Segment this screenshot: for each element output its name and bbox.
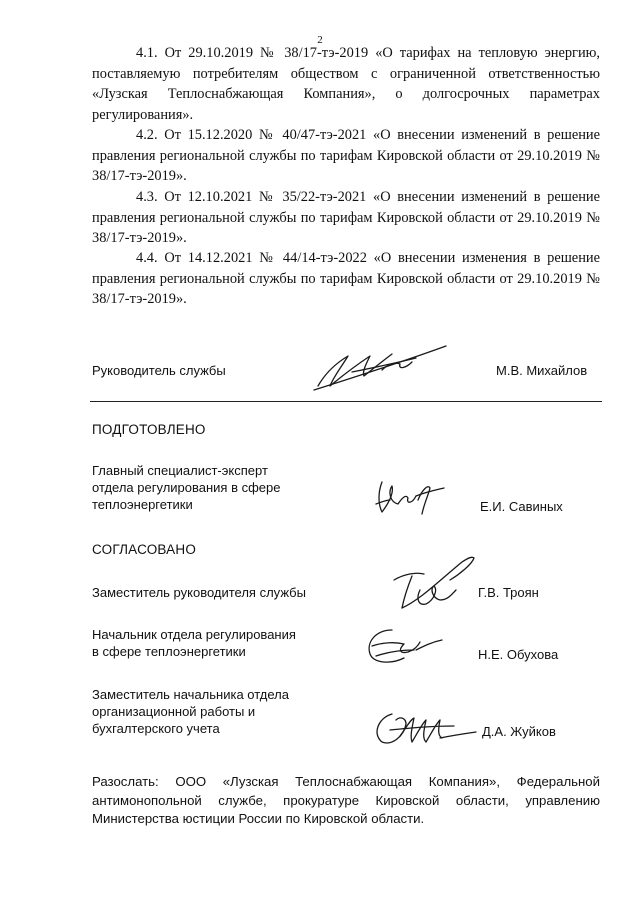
signature-agreed-3 bbox=[370, 706, 480, 750]
item-4-1: 4.1. От 29.10.2019 № 38/17-тэ-2019 «О тарифах на тепловую энергию, поставляемую потребителям обществом с ограниченной ответственностью «Лузская Теплоснабжающая Компания», о долгосрочных параметрах регулирования». bbox=[92, 45, 600, 123]
signature-head bbox=[312, 342, 452, 394]
prepared-position: Главный специалист-эксперт отдела регулирования в сфере теплоэнергетики bbox=[92, 463, 281, 512]
agreed-header: СОГЛАСОВАНО bbox=[92, 542, 197, 557]
signature-agreed-2 bbox=[362, 620, 446, 668]
separator-line bbox=[90, 401, 602, 402]
distribution-list: Разослать: ООО «Лузская Теплоснабжающая Компания», Федеральной антимонопольной службе, прокуратуре Кировской области, управлению Министерства юстиции России по Кировской области. bbox=[92, 774, 600, 826]
item-4-3: 4.3. От 12.10.2021 № 35/22-тэ-2021 «О внесении изменений в решение правления региональной службы по тарифам Кировской области от 29.10.2019 № 38/17-тэ-2019». bbox=[92, 189, 600, 246]
agreed-position-3: Заместитель начальника отдела организационной работы и бухгалтерского учета bbox=[92, 687, 289, 736]
head-title: Руководитель службы bbox=[92, 363, 226, 378]
signature-agreed-1 bbox=[390, 550, 480, 614]
prepared-header: ПОДГОТОВЛЕНО bbox=[92, 422, 206, 437]
agreed-position-2: Начальник отдела регулирования в сфере теплоэнергетики bbox=[92, 627, 296, 659]
prepared-name: Е.И. Савиных bbox=[480, 499, 563, 514]
item-4-4: 4.4. От 14.12.2021 № 44/14-тэ-2022 «О внесении изменения в решение правления региональной службы по тарифам Кировской области от 29.10.2019 № 38/17-тэ-2019». bbox=[92, 250, 600, 307]
head-name: М.В. Михайлов bbox=[496, 363, 588, 378]
agreed-name-2: Н.Е. Обухова bbox=[478, 647, 559, 662]
signature-prepared bbox=[372, 474, 448, 520]
page-number: 2 bbox=[317, 34, 323, 46]
agreed-name-1: Г.В. Троян bbox=[478, 585, 539, 600]
item-4-2: 4.2. От 15.12.2020 № 40/47-тэ-2021 «О внесении изменений в решение правления региональной службы по тарифам Кировской области от 29.10.2019 № 38/17-тэ-2019». bbox=[92, 127, 600, 184]
agreed-position-1: Заместитель руководителя службы bbox=[92, 585, 306, 600]
agreed-name-3: Д.А. Жуйков bbox=[482, 724, 556, 739]
